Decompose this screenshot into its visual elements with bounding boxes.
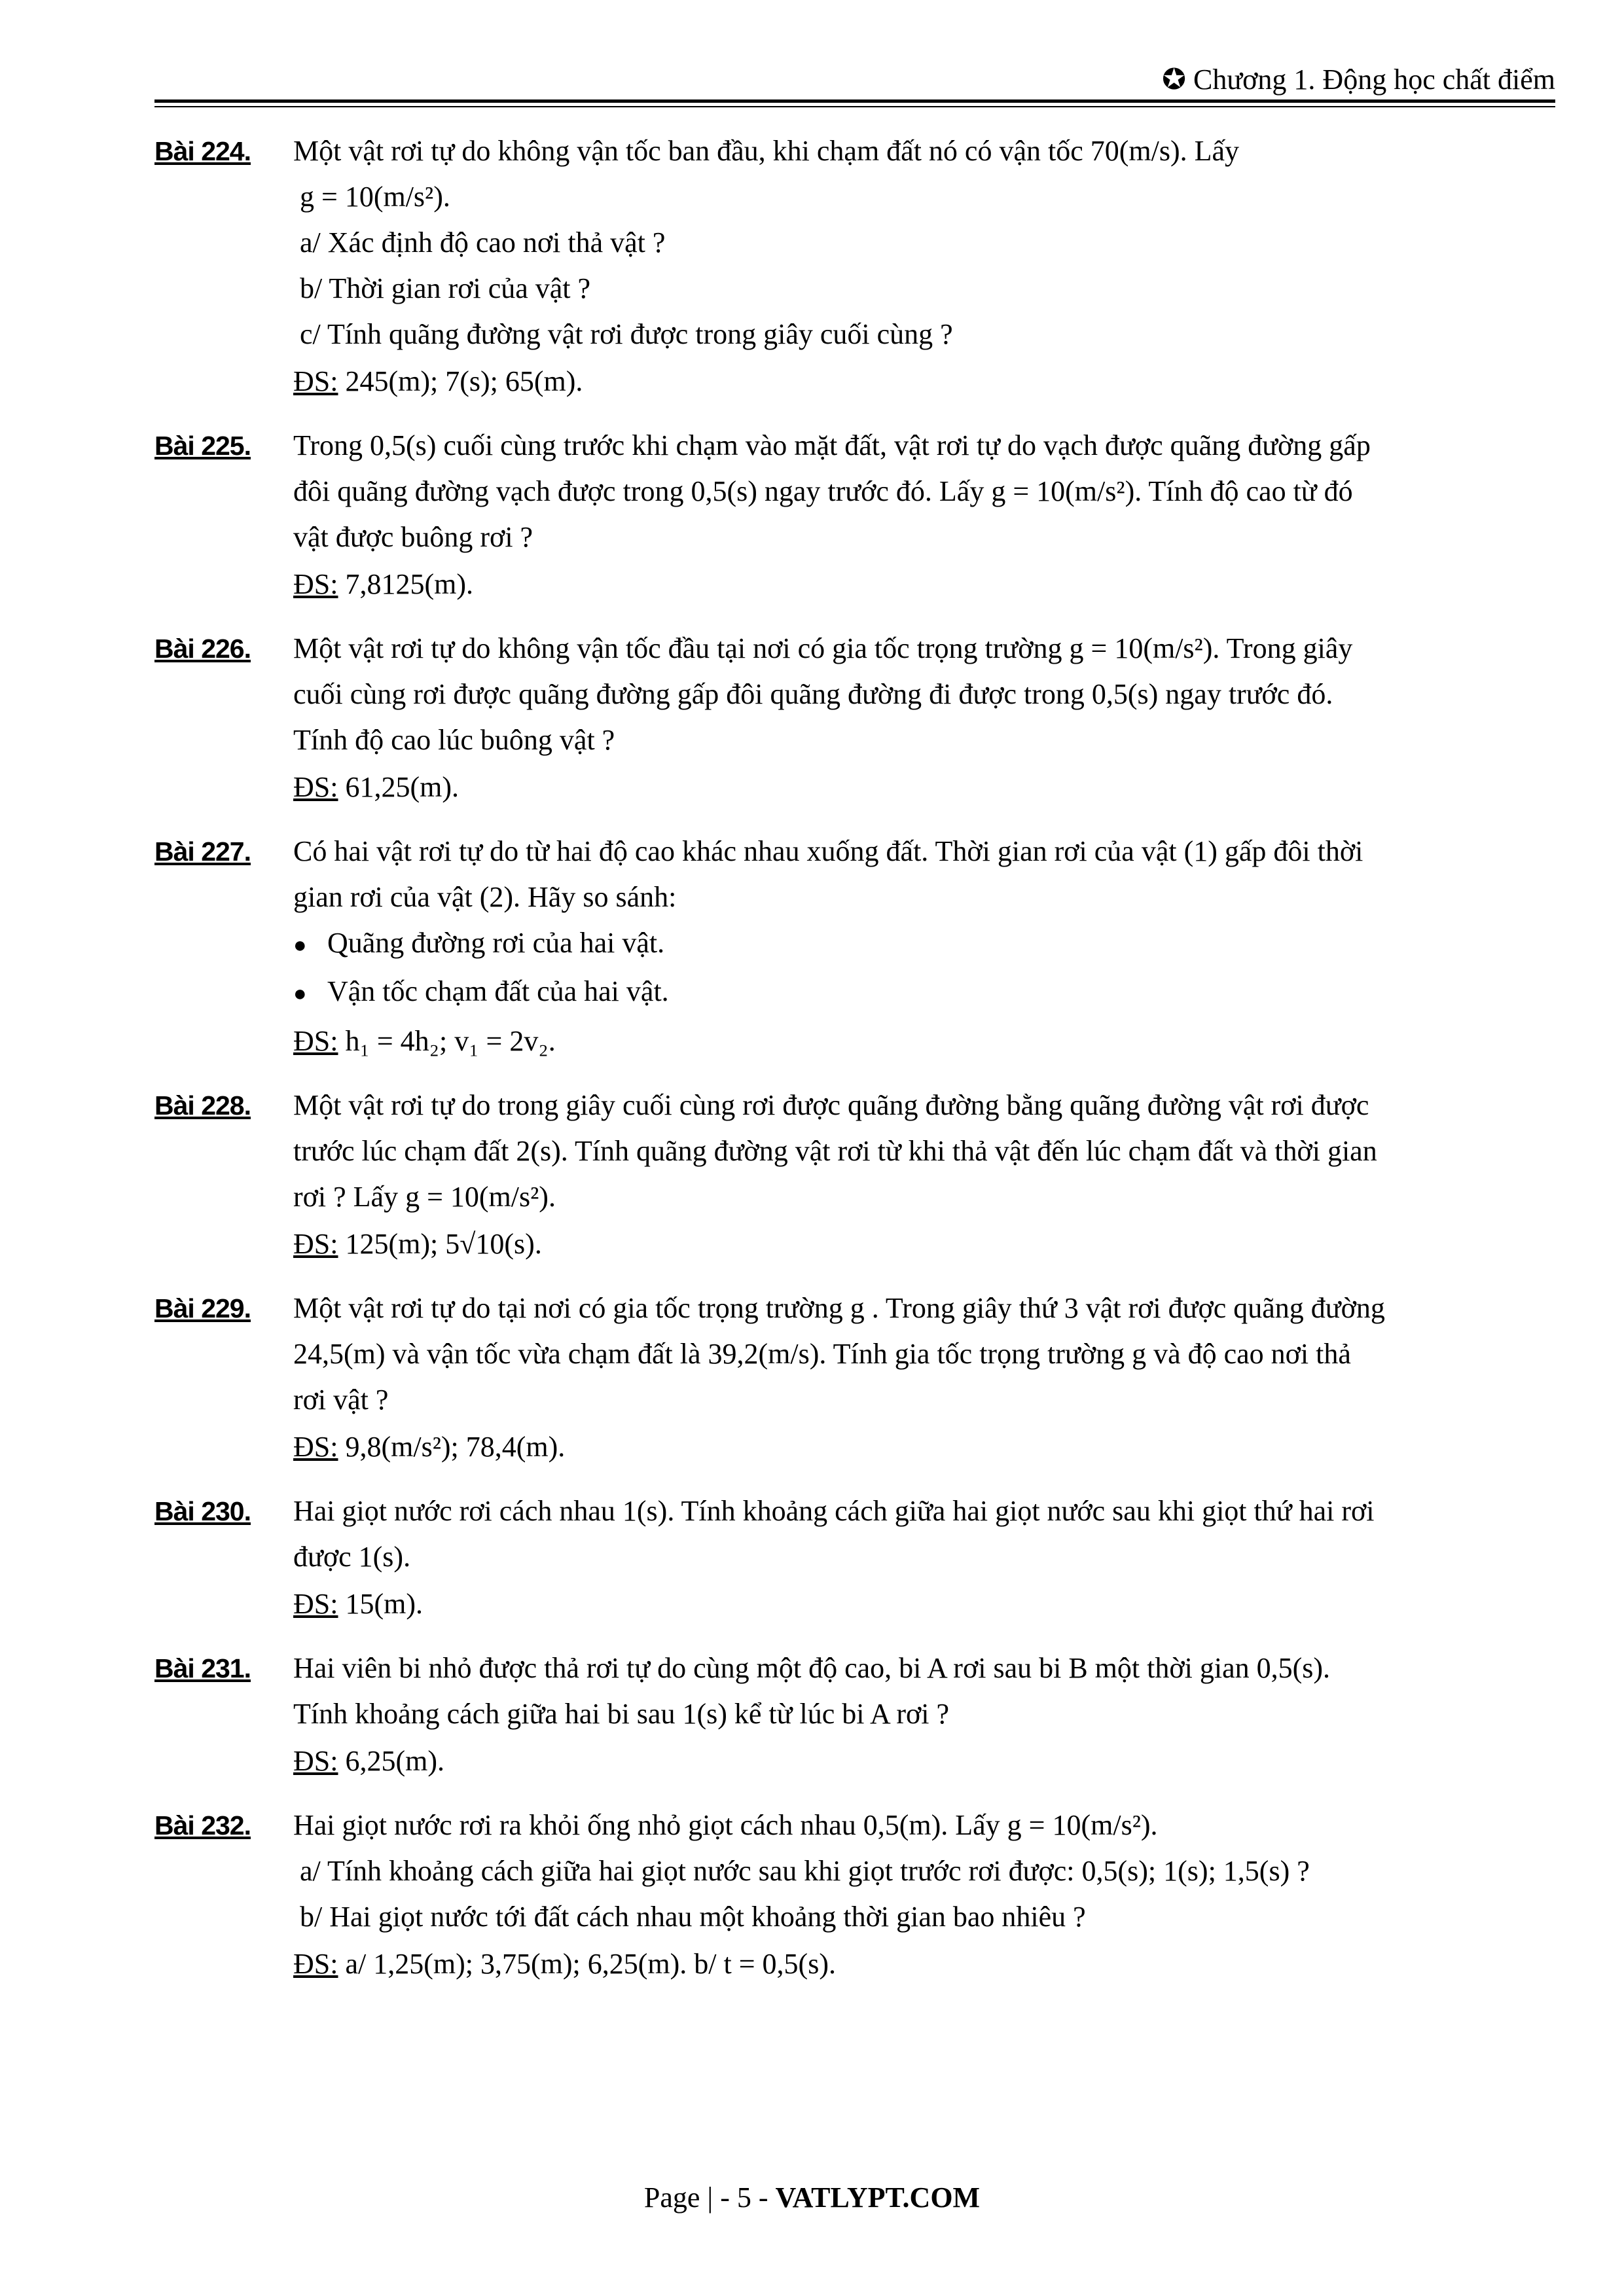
answer-label: ĐS: (293, 1228, 338, 1260)
problem-number: Bài 228. (154, 1090, 251, 1121)
problem-number: Bài 224. (154, 136, 251, 166)
answer-label: ĐS: (293, 1431, 338, 1463)
problem (154, 1083, 1555, 1268)
problem (154, 829, 1555, 1066)
problem-number: Bài 232. (154, 1810, 251, 1840)
bullet-dot-icon: ● (293, 982, 307, 1006)
bullet-dot-icon: ● (293, 933, 307, 958)
answer-line (293, 560, 1555, 609)
problem-number: Bài 225. (154, 431, 251, 461)
answer-value: 15(m). (345, 1588, 424, 1620)
problem-text-line: trước lúc chạm đất 2(s). Tính quãng đường vật rơi từ khi thả vật đến lúc chạm đất và thời gian (293, 1135, 1377, 1167)
answer-value: 125(m); 5√10(s). (345, 1228, 542, 1260)
problem (154, 1645, 1555, 1785)
answer-value: 61,25(m). (345, 771, 460, 803)
problem-text-line: 24,5(m) và vận tốc vừa chạm đất là 39,2(m/s). Tính gia tốc trọng trường g và độ cao nơi thả (293, 1338, 1351, 1370)
answer-label: ĐS: (293, 568, 338, 600)
problem-text-line: c/ Tính quãng đường vật rơi được trong giây cuối cùng ? (300, 318, 953, 350)
answer-label: ĐS: (293, 1948, 338, 1980)
problem-text-line: cuối cùng rơi được quãng đường gấp đôi quãng đường đi được trong 0,5(s) ngay trước đó. (293, 678, 1333, 710)
problem-text-line: Hai giọt nước rơi cách nhau 1(s). Tính khoảng cách giữa hai giọt nước sau khi giọt thứ hai rơi (293, 1495, 1375, 1527)
problem-text-line: a/ Xác định độ cao nơi thả vật ? (300, 226, 666, 259)
problem-number: Bài 226. (154, 634, 251, 664)
problem (154, 1488, 1555, 1628)
answer-label: ĐS: (293, 365, 338, 397)
problem-text-line: g = 10(m/s²). (300, 181, 450, 213)
problem (154, 1285, 1555, 1471)
problem-text-line: Một vật rơi tự do trong giây cuối cùng rơi được quãng đường bằng quãng đường vật rơi được (293, 1089, 1369, 1121)
bullet-item (293, 969, 1555, 1017)
problem-text-line: gian rơi của vật (2). Hãy so sánh: (293, 881, 677, 913)
problem-text-line: vật được buông rơi ? (293, 521, 533, 553)
answer-line (293, 1940, 1555, 1988)
problem-text-line: Một vật rơi tự do không vận tốc ban đầu, khi chạm đất nó có vận tốc 70(m/s). Lấy (293, 135, 1240, 167)
problem (154, 626, 1555, 812)
answer-line (293, 1017, 1555, 1066)
problem (154, 1803, 1555, 1988)
problem-text-line: được 1(s). (293, 1541, 411, 1573)
answer-value: 6,25(m). (345, 1745, 445, 1777)
answer-label: ĐS: (293, 771, 338, 803)
answer-line (293, 1423, 1555, 1471)
page-header (154, 58, 1555, 98)
answer-line (293, 1220, 1555, 1268)
problem-text-line: a/ Tính khoảng cách giữa hai giọt nước sau khi giọt trước rơi được: 0,5(s); 1(s); 1,5(s) ? (300, 1855, 1310, 1887)
problem-text-line: đôi quãng đường vạch được trong 0,5(s) ngay trước đó. Lấy g = 10(m/s²). Tính độ cao từ đó (293, 475, 1353, 507)
answer-value: a/ 1,25(m); 3,75(m); 6,25(m). b/ t = 0,5(s). (345, 1948, 836, 1980)
problem-text-line: Hai giọt nước rơi ra khỏi ống nhỏ giọt cách nhau 0,5(m). Lấy g = 10(m/s²). (293, 1809, 1158, 1841)
answer-label: ĐS: (293, 1588, 338, 1620)
answer-value: h₁ = 4h₂; v₁ = 2v₂. (345, 1025, 556, 1057)
bullet-item (293, 920, 1555, 969)
answer-label: ĐS: (293, 1745, 338, 1777)
problem-text-line: Tính khoảng cách giữa hai bi sau 1(s) kể từ lúc bi A rơi ? (293, 1698, 950, 1730)
problem-number: Bài 230. (154, 1496, 251, 1526)
answer-label: ĐS: (293, 1025, 338, 1057)
page-footer (0, 2181, 1624, 2214)
site-name: VATLYPT.COM (775, 2181, 981, 2214)
problem-number: Bài 229. (154, 1293, 251, 1323)
problem-number: Bài 227. (154, 836, 251, 867)
problem-text-line: b/ Thời gian rơi của vật ? (300, 272, 591, 304)
problem-text-line: Hai viên bi nhỏ được thả rơi tự do cùng một độ cao, bi A rơi sau bi B một thời gian 0,5(s). (293, 1652, 1331, 1684)
answer-value: 9,8(m/s²); 78,4(m). (345, 1431, 566, 1463)
problem-text-line: Trong 0,5(s) cuối cùng trước khi chạm vào mặt đất, vật rơi tự do vạch được quãng đường gấp (293, 429, 1371, 461)
problem-text-line: b/ Hai giọt nước tới đất cách nhau một khoảng thời gian bao nhiêu ? (300, 1901, 1086, 1933)
problem-text-line: Một vật rơi tự do tại nơi có gia tốc trọng trường g . Trong giây thứ 3 vật rơi được quãng đường (293, 1292, 1385, 1324)
problem-number: Bài 231. (154, 1653, 251, 1683)
problem (154, 423, 1555, 609)
star-icon: ✪ (1162, 63, 1186, 96)
chapter-title: Chương 1. Động học chất điểm (1193, 63, 1555, 96)
problem-text-line: rơi ? Lấy g = 10(m/s²). (293, 1181, 556, 1213)
bullet-text: Vận tốc chạm đất của hai vật. (327, 975, 669, 1007)
answer-line (293, 1737, 1555, 1785)
answer-line (293, 1580, 1555, 1628)
page-number: Page | - 5 - (643, 2181, 768, 2214)
problem-text-line: Có hai vật rơi tự do từ hai độ cao khác nhau xuống đất. Thời gian rơi của vật (1) gấp đôi thời (293, 835, 1363, 867)
header-rule-thin (154, 106, 1555, 107)
problem (154, 128, 1555, 406)
problem-list (154, 128, 1555, 2005)
header-rule (154, 99, 1555, 103)
answer-value: 7,8125(m). (345, 568, 474, 600)
answer-value: 245(m); 7(s); 65(m). (345, 365, 583, 397)
answer-line (293, 763, 1555, 812)
chapter-heading (1162, 63, 1555, 96)
problem-text-line: rơi vật ? (293, 1384, 389, 1416)
bullet-text: Quãng đường rơi của hai vật. (327, 927, 665, 959)
answer-line (293, 357, 1555, 406)
problem-text-line: Một vật rơi tự do không vận tốc đầu tại nơi có gia tốc trọng trường g = 10(m/s²). Trong giây (293, 632, 1353, 664)
problem-text-line: Tính độ cao lúc buông vật ? (293, 724, 615, 756)
